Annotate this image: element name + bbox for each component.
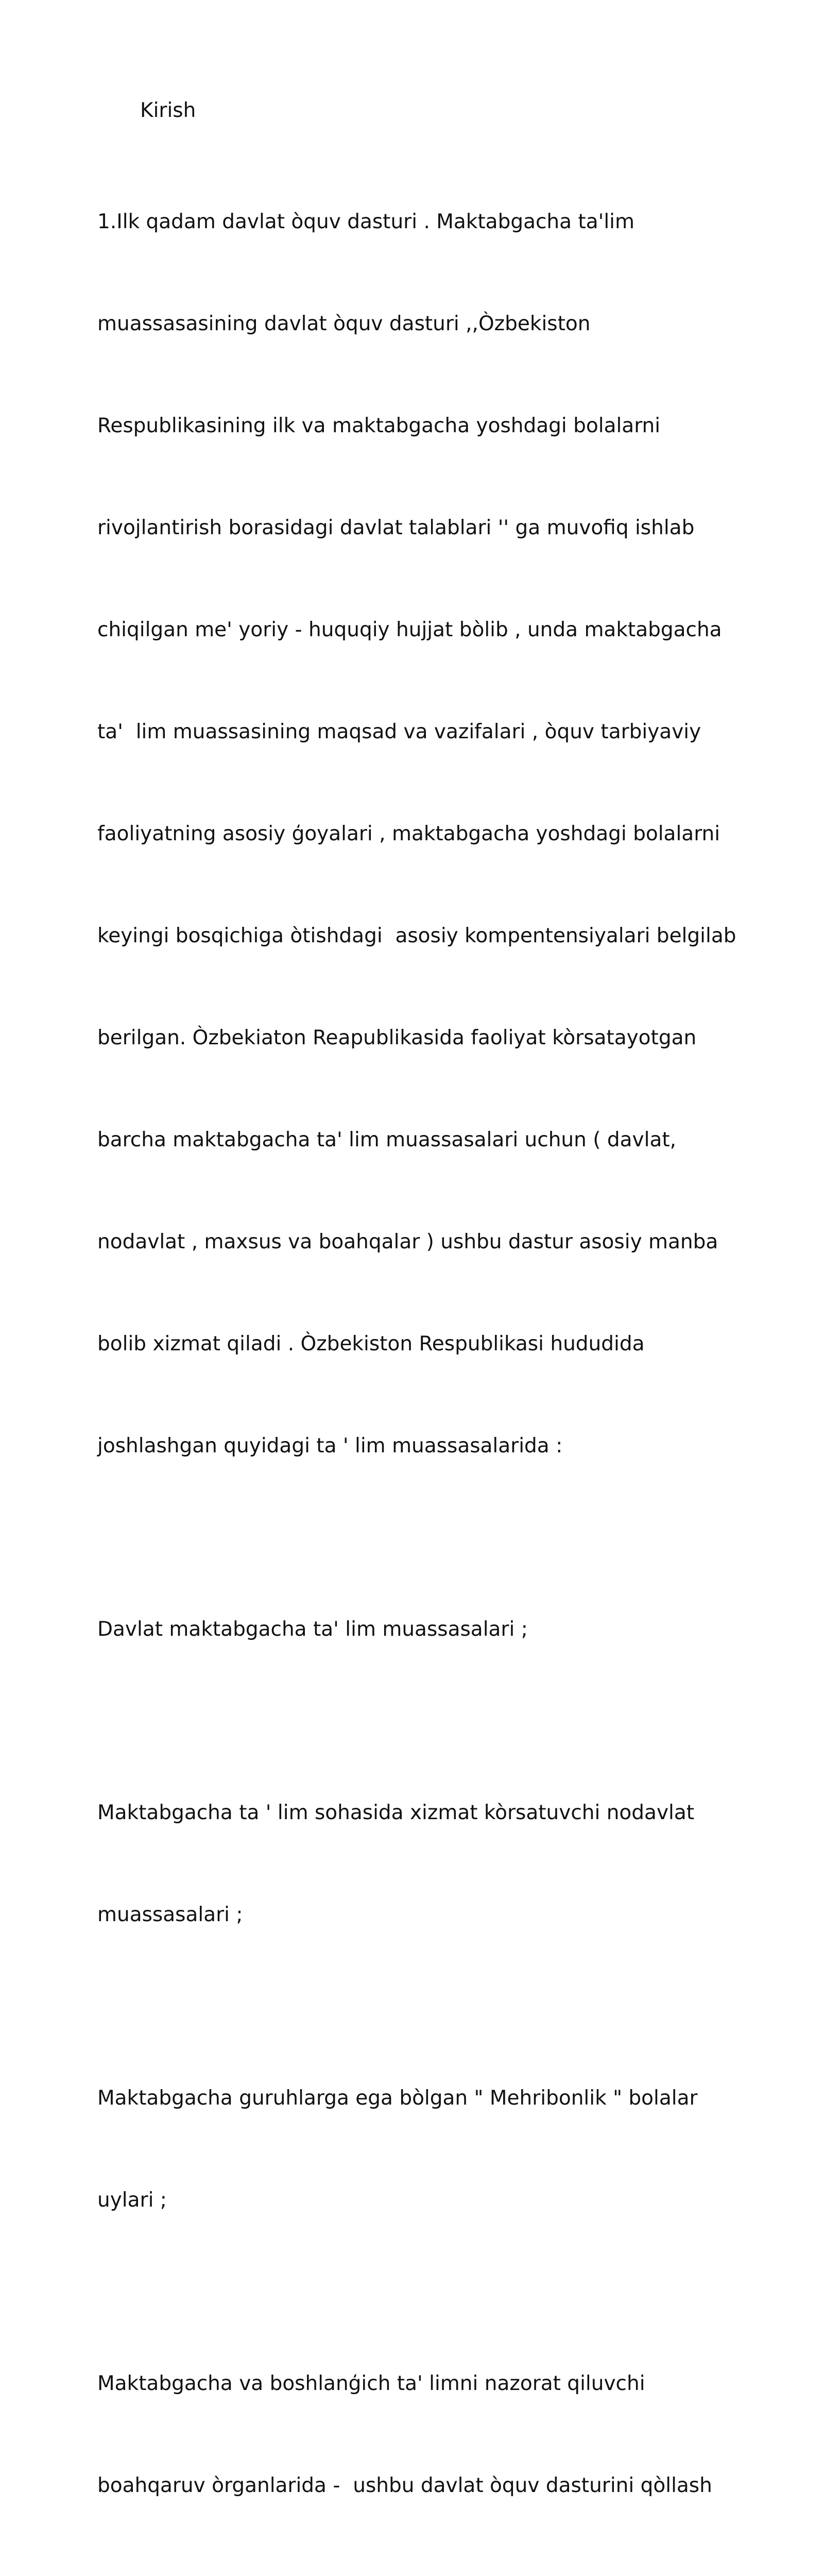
text-line: Davlat maktabgacha ta' lim muassasalari ; (97, 1618, 528, 1641)
text-line: chiqilgan me' yoriy - huquqiy hujjat bòlib , unda maktabgacha (97, 618, 722, 641)
text-line: rivojlantirish borasidagi davlat talablari '' ga muvofiq ishlab (97, 516, 695, 539)
text-line: Maktabgacha va boshlanģich ta' limni nazorat qiluvchi (97, 2372, 645, 2395)
text-line: Maktabgacha ta ' lim sohasida xizmat kòrsatuvchi nodavlat (97, 1801, 695, 1824)
text-line: uylari ; (97, 2189, 167, 2212)
text-line: Respublikasining ilk va maktabgacha yoshdagi bolalarni (97, 414, 661, 437)
text-line: keyingi bosqichiga òtishdagi asosiy kompentensiyalari belgilab (97, 924, 736, 947)
text-line: muassasalari ; (97, 1903, 243, 1926)
document-body (97, 94, 736, 2576)
text-line: barcha maktabgacha ta' lim muassasalari uchun ( davlat, (97, 1128, 677, 1151)
text-line: ta' lim muassasining maqsad va vazifalari , òquv tarbiyaviy (97, 720, 701, 743)
paragraph-list-item (97, 1545, 736, 1715)
document-heading: Kirish (140, 99, 196, 122)
text-line (97, 2571, 736, 2576)
paragraph-list-item (97, 1728, 736, 2000)
text-line: boahqaruv òrganlarida - ushbu davlat òquv dasturini qòllash (97, 2474, 712, 2497)
paragraph-intro (97, 137, 736, 1531)
text-line: berilgan. Òzbekiaton Reapublikasida faoliyat kòrsatayotgan (97, 1026, 697, 1049)
text-line: bolib xizmat qiladi . Òzbekiston Respublikasi hududida (97, 1332, 645, 1355)
paragraph-list-item (97, 2299, 736, 2576)
text-line: faoliyatning asosiy ģoyalari , maktabgacha yoshdagi bolalarni (97, 822, 720, 845)
text-line: nodavlat , maxsus va boahqalar ) ushbu dastur asosiy manba (97, 1230, 718, 1253)
text-line: joshlashgan quyidagi ta ' lim muassasalarida : (97, 1434, 563, 1458)
text-line: 1.Ilk qadam davlat òquv dasturi . Maktabgacha ta'lim (97, 210, 635, 233)
paragraph-list-item (97, 2013, 736, 2285)
text-line: Maktabgacha guruhlarga ega bòlgan " Mehribonlik " bolalar (97, 2087, 698, 2110)
text-line: muassasasining davlat òquv dasturi ,,Òzbekiston (97, 312, 591, 335)
